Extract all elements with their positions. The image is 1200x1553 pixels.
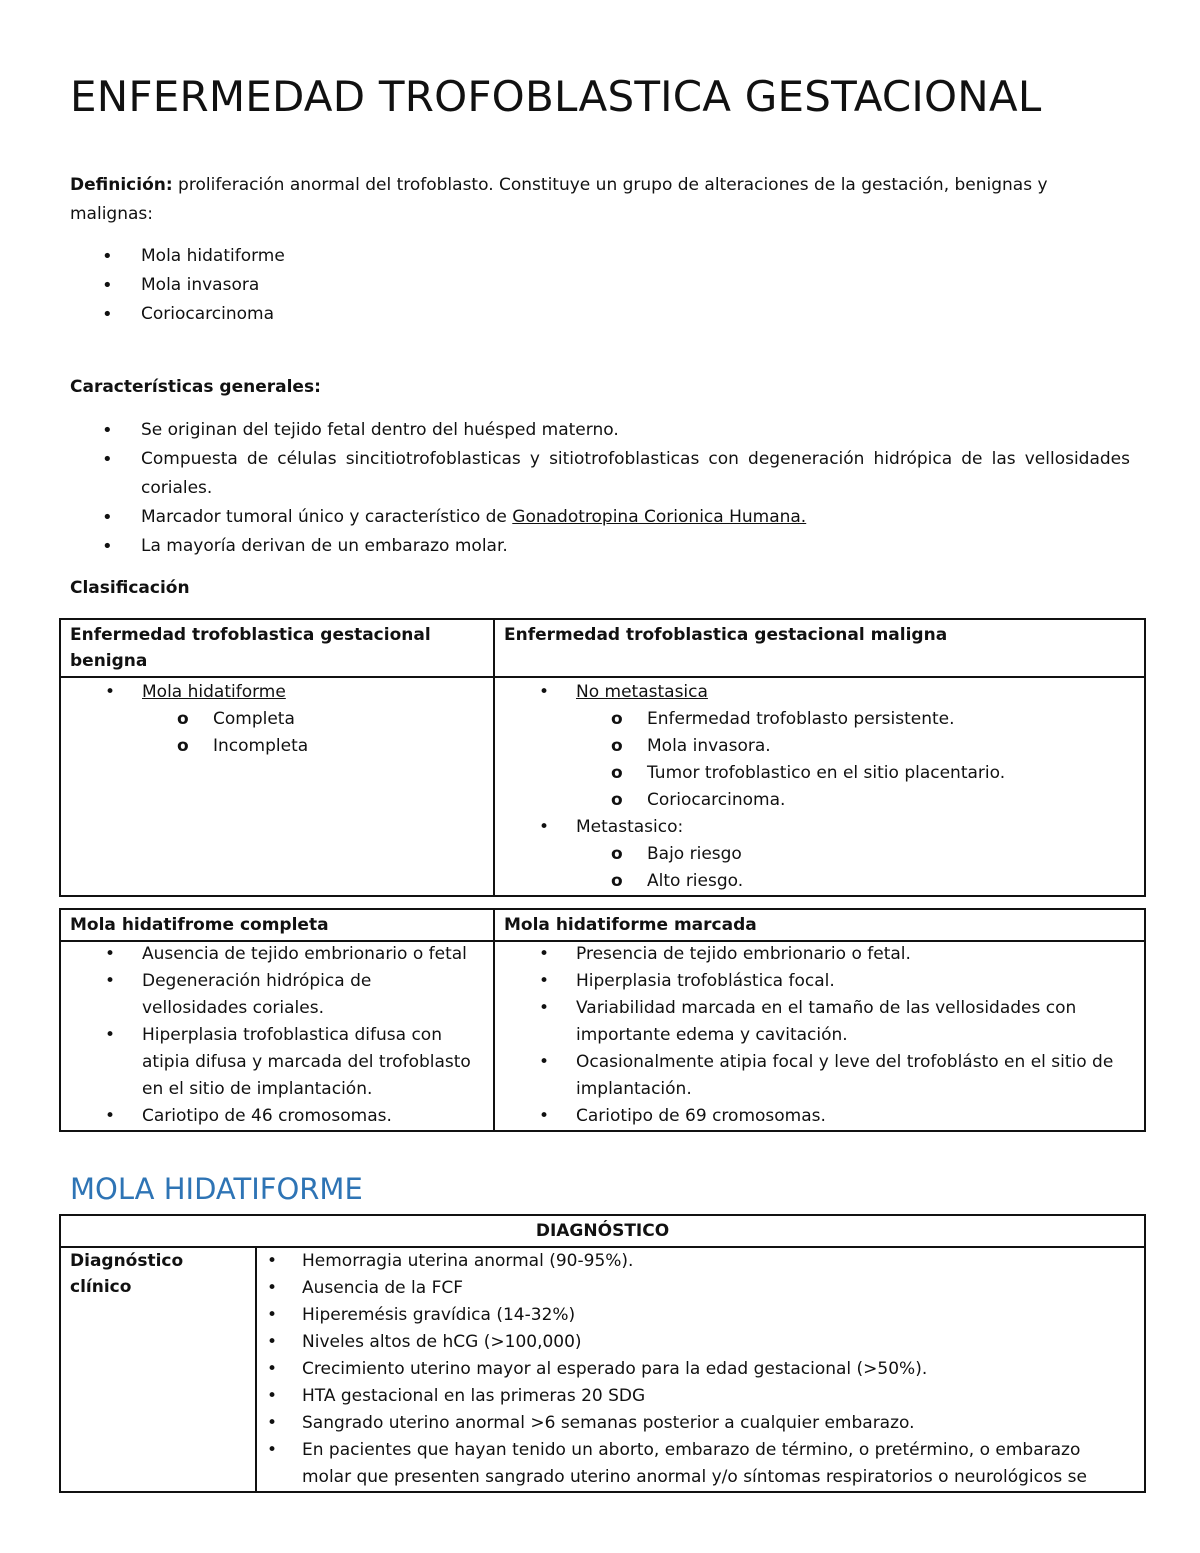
section-heading: MOLA HIDATIFORME (70, 1172, 363, 1206)
benign-item: Mola hidatiforme (142, 682, 286, 702)
list-item: • Ausencia de tejido embrionario o fetal (61, 941, 481, 968)
list-item: o Completa (61, 706, 493, 733)
definition-label: Definición: (70, 175, 173, 195)
list-item: • Niveles altos de hCG (>100,000) (257, 1329, 1114, 1356)
list-item (61, 679, 493, 706)
list-item: • Mola hidatiforme (70, 242, 1130, 271)
list-item: o Coriocarcinoma. (495, 787, 1144, 814)
benign-header: Enfermedad trofoblastica gestacional benigna (60, 619, 494, 677)
general-label: Características generales: (70, 377, 321, 397)
classification-table (59, 618, 1146, 897)
list-item: • Crecimiento uterino mayor al esperado para la edad gestacional (>50%). (257, 1356, 1114, 1383)
malign-header: Enfermedad trofoblastica gestacional maligna (494, 619, 1145, 677)
diagnosis-header: DIAGNÓSTICO (60, 1215, 1145, 1247)
list-item: o Bajo riesgo (495, 841, 1144, 868)
list-item: • Se originan del tejido fetal dentro del huésped materno. (70, 416, 1130, 445)
comparison-table (59, 908, 1146, 1132)
classification-label: Clasificación (70, 578, 190, 598)
list-item: • Cariotipo de 46 cromosomas. (61, 1103, 481, 1130)
list-item: • Sangrado uterino anormal >6 semanas posterior a cualquier embarazo. (257, 1410, 1114, 1437)
general-list (70, 416, 1130, 561)
list-item: • Variabilidad marcada en el tamaño de las vellosidades con importante edema y cavitación. (495, 995, 1132, 1049)
list-item (495, 679, 1144, 706)
list-item: o Alto riesgo. (495, 868, 1144, 895)
partial-cell (494, 941, 1145, 1131)
list-item: o Incompleta (61, 733, 493, 760)
partial-header: Mola hidatiforme marcada (494, 909, 1145, 941)
list-item: o Mola invasora. (495, 733, 1144, 760)
list-item: • Ausencia de la FCF (257, 1275, 1114, 1302)
page-title: ENFERMEDAD TROFOBLASTICA GESTACIONAL (70, 72, 1042, 121)
malign-item-nonmetastatic: No metastasica (576, 682, 708, 702)
list-item: • Cariotipo de 69 cromosomas. (495, 1103, 1132, 1130)
list-item: • En pacientes que hayan tenido un aborto, embarazo de término, o pretérmino, o embarazo molar que presenten sangrado uterino anormal y/o síntomas respiratorios o neurológicos se (257, 1437, 1114, 1491)
list-item (70, 503, 1130, 532)
hcg-link: Gonadotropina Corionica Humana. (512, 507, 807, 527)
list-item: • Metastasico: (495, 814, 1144, 841)
clinical-cell (256, 1247, 1145, 1492)
list-item: • Presencia de tejido embrionario o fetal. (495, 941, 1132, 968)
complete-cell (60, 941, 494, 1131)
list-item: • Ocasionalmente atipia focal y leve del trofoblásto en el sitio de implantación. (495, 1049, 1132, 1103)
list-item: • Hiperemésis gravídica (14-32%) (257, 1302, 1114, 1329)
definition-list (70, 242, 1130, 329)
list-item: • Compuesta de células sincitiotrofoblasticas y sitiotrofoblasticas con degeneración hidrópica de las vellosidades coriales. (70, 445, 1130, 503)
diagnosis-table (59, 1214, 1146, 1493)
definition-paragraph (70, 171, 1130, 229)
list-item: • Coriocarcinoma (70, 300, 1130, 329)
list-item: • Degeneración hidrópica de vellosidades coriales. (61, 968, 481, 1022)
list-item: • Hiperplasia trofoblástica focal. (495, 968, 1132, 995)
list-item: • Mola invasora (70, 271, 1130, 300)
marker-text: Marcador tumoral único y característico de (141, 507, 513, 527)
list-item: o Tumor trofoblastico en el sitio placentario. (495, 760, 1144, 787)
list-item: o Enfermedad trofoblasto persistente. (495, 706, 1144, 733)
definition-text: proliferación anormal del trofoblasto. Constituye un grupo de alteraciones de la gestación, benignas y malignas: (70, 175, 1048, 224)
clinical-label: Diagnóstico clínico (60, 1247, 256, 1492)
list-item: • Hemorragia uterina anormal (90-95%). (257, 1248, 1114, 1275)
list-item: • HTA gestacional en las primeras 20 SDG (257, 1383, 1114, 1410)
benign-cell (60, 677, 494, 896)
complete-header: Mola hidatifrome completa (60, 909, 494, 941)
list-item: • La mayoría derivan de un embarazo molar. (70, 532, 1130, 561)
malign-cell (494, 677, 1145, 896)
list-item: • Hiperplasia trofoblastica difusa con atipia difusa y marcada del trofoblasto en el sitio de implantación. (61, 1022, 481, 1103)
